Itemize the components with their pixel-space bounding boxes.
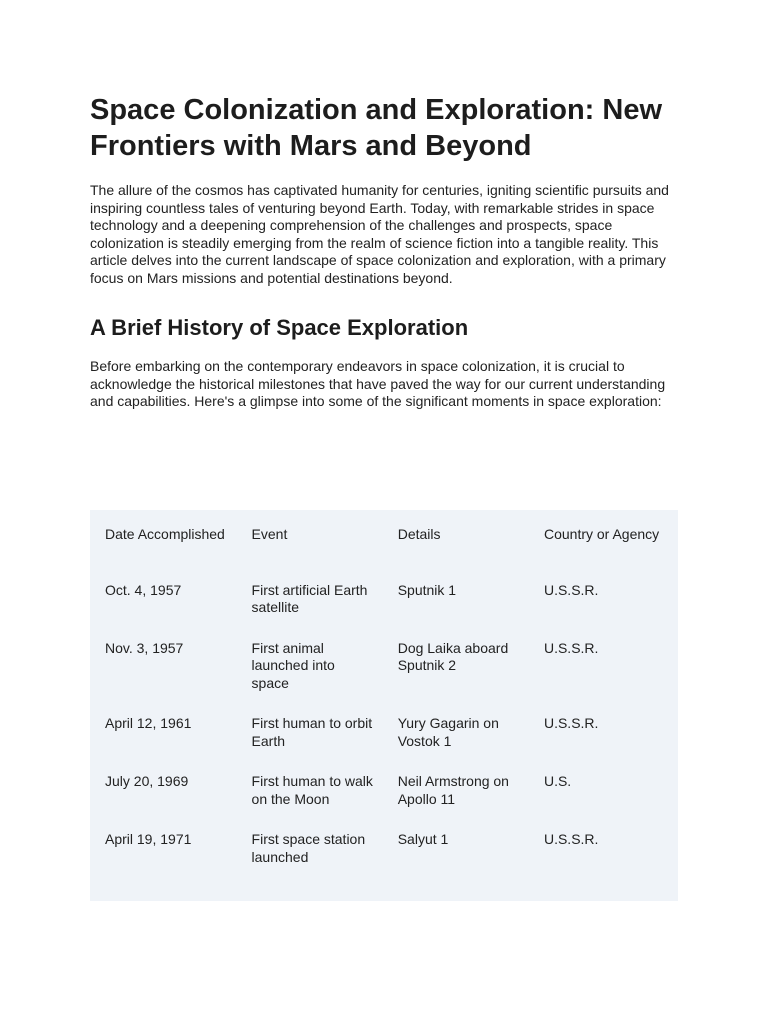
- cell-event: First human to walk on the Moon: [251, 773, 373, 807]
- cell-event: First space station launched: [251, 831, 366, 865]
- column-header-country: Country or Agency: [543, 526, 660, 542]
- cell-event: First animal launched into space: [251, 639, 335, 691]
- table-row: [105, 582, 678, 640]
- history-intro-paragraph: Before embarking on the contemporary endeavors in space colonization, it is crucial to acknowledge the historical milestones that have paved the way for our current understanding and capabilities. Here's a glimpse into some of the significant moments in space exploration:: [90, 358, 666, 409]
- column-header-event: Event: [251, 526, 288, 542]
- column-header-date: Date Accomplished: [105, 526, 225, 542]
- table-row: [105, 640, 678, 716]
- cell-details: Salyut 1: [397, 831, 449, 847]
- table-row: [105, 715, 678, 773]
- cell-details: Dog Laika aboard Sputnik 2: [397, 639, 509, 673]
- cell-country: U.S.S.R.: [543, 581, 599, 598]
- cell-event: First human to orbit Earth: [251, 715, 373, 749]
- table-header-row: [105, 526, 678, 582]
- column-header-details: Details: [397, 526, 441, 542]
- cell-date: Nov. 3, 1957: [105, 639, 184, 656]
- history-heading: A Brief History of Space Exploration: [90, 315, 469, 340]
- cell-date: Oct. 4, 1957: [105, 581, 182, 598]
- page-title: Space Colonization and Exploration: New Frontiers with Mars and Beyond: [90, 94, 662, 162]
- cell-country: U.S.S.R.: [543, 715, 599, 731]
- cell-country: U.S.S.R.: [543, 831, 599, 847]
- cell-country: U.S.S.R.: [543, 639, 599, 656]
- cell-details: Neil Armstrong on Apollo 11: [397, 773, 509, 807]
- cell-country: U.S.: [543, 773, 572, 789]
- cell-event: First artificial Earth satellite: [251, 581, 368, 615]
- cell-details: Sputnik 1: [397, 581, 457, 598]
- cell-date: July 20, 1969: [105, 773, 189, 789]
- table-row: [105, 831, 678, 866]
- milestones-table-container: [90, 510, 678, 901]
- intro-paragraph: The allure of the cosmos has captivated humanity for centuries, igniting scientific pursuits and inspiring countless tales of venturing beyond Earth. Today, with remarkable strides in space technology and a deepening comprehension of the challenges and prospects, space colonization is steadily emerging from the realm of science fiction into a tangible reality. This article delves into the current landscape of space colonization and exploration, with a primary focus on Mars missions and potential destinations beyond.: [90, 182, 669, 286]
- cell-date: April 12, 1961: [105, 715, 192, 731]
- cell-details: Yury Gagarin on Vostok 1: [397, 715, 499, 749]
- milestones-table: [105, 526, 678, 866]
- cell-date: April 19, 1971: [105, 831, 192, 847]
- table-row: [105, 773, 678, 831]
